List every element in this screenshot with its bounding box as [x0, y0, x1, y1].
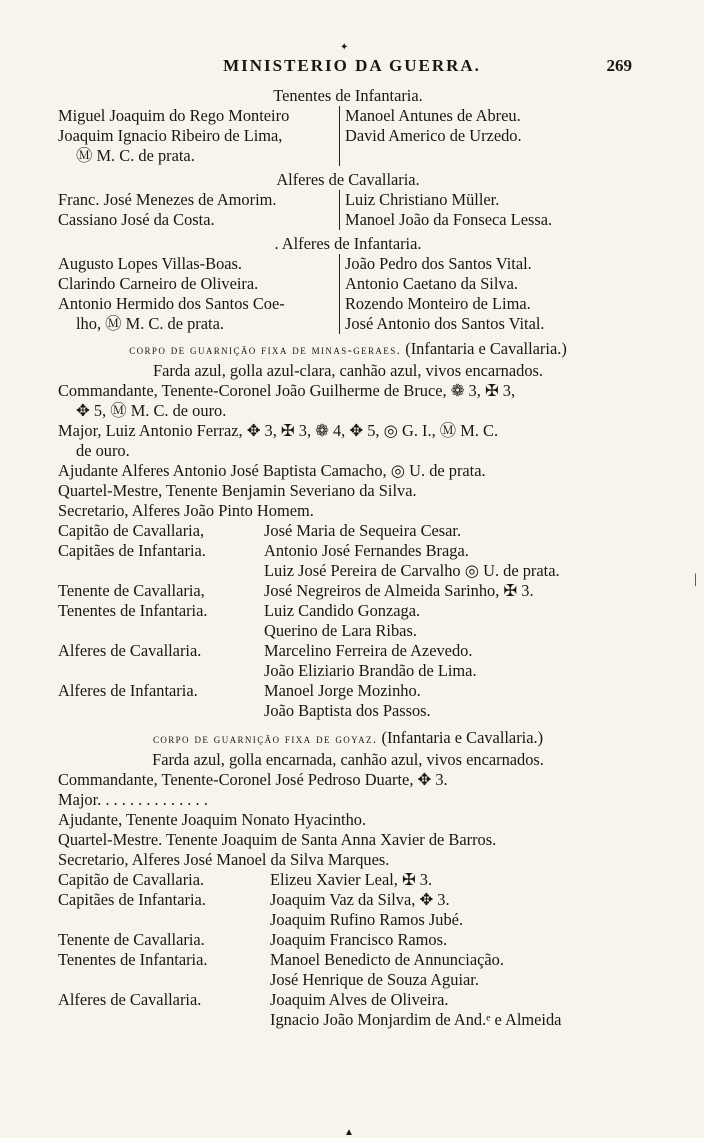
rank-label: Alferes de Cavallaria. — [58, 641, 202, 660]
corps-heading-minas-geraes — [58, 338, 638, 361]
list-item: José Antonio dos Santos Vital. — [345, 314, 545, 333]
major-line: Major, Luiz Antonio Ferraz, ✥ 3, ✠ 3, ❁ 4, ✥ 5, ◎ G. I., Ⓜ M. C. — [58, 421, 499, 440]
list-item: Cassiano José da Costa. — [58, 210, 215, 229]
margin-mark: | — [694, 572, 697, 587]
officer-name: Manoel Jorge Mozinho. — [264, 681, 421, 700]
officer-name: Joaquim Vaz da Silva, ✥ 3. — [270, 890, 450, 909]
officer-name: Joaquim Alves de Oliveira. — [270, 990, 449, 1009]
rank-label — [58, 970, 270, 990]
staff-line: Quartel-Mestre, Tenente Benjamin Severiano da Silva. — [58, 481, 417, 500]
list-item: Augusto Lopes Villas-Boas. — [58, 254, 243, 273]
right-column — [340, 106, 522, 166]
fleuron-ornament: ✦ — [340, 42, 349, 53]
table-row — [58, 1010, 638, 1030]
officer-name: Joaquim Francisco Ramos. — [270, 930, 448, 949]
rank-label: Capitão de Cavallaria, — [58, 521, 205, 540]
officer-name: José Negreiros de Almeida Sarinho, ✠ 3. — [264, 581, 534, 600]
rank-label — [58, 661, 264, 681]
uniform-description: Farda azul, golla encarnada, canhão azul, vivos encarnados. — [152, 750, 544, 769]
commandante-line-cont: ✥ 5, Ⓜ M. C. de ouro. — [76, 401, 227, 420]
list-item: Ⓜ M. C. de prata. — [76, 146, 195, 165]
list-item: Joaquim Ignacio Ribeiro de Lima, — [58, 126, 283, 145]
officer-table-minas — [58, 521, 638, 721]
right-column — [340, 254, 545, 334]
rank-label: Tenentes de Infantaria. — [58, 601, 208, 620]
officer-name: Luiz Candido Gonzaga. — [264, 601, 421, 620]
footer-ornament: ▲ — [344, 1127, 354, 1138]
list-item: Miguel Joaquim do Rego Monteiro — [58, 106, 290, 125]
rank-label: Tenente de Cavallaria. — [58, 930, 205, 949]
officer-name: João Eliziario Brandão de Lima. — [264, 661, 477, 680]
rank-label — [58, 701, 264, 721]
rank-label: Capitães de Infantaria. — [58, 890, 206, 909]
page-title: MINISTERIO DA GUERRA. — [223, 56, 481, 75]
table-row — [58, 601, 638, 621]
table-row — [58, 930, 638, 950]
staff-line: Ajudante Alferes Antonio José Baptista Camacho, ◎ U. de prata. — [58, 461, 486, 480]
table-row — [58, 521, 638, 541]
corps-heading-goyaz — [58, 727, 638, 750]
list-item: Antonio Caetano da Silva. — [345, 274, 518, 293]
section-heading-tenentes-infantaria: Tenentes de Infantaria. — [273, 86, 423, 105]
officer-name: Elizeu Xavier Leal, ✠ 3. — [270, 870, 433, 889]
table-row — [58, 950, 638, 970]
list-item: Clarindo Carneiro de Oliveira. — [58, 274, 259, 293]
list-item: Manoel Antunes de Abreu. — [345, 106, 521, 125]
table-row — [58, 621, 638, 641]
section-heading-alferes-cavallaria: Alferes de Cavallaria. — [276, 170, 420, 189]
table-row — [58, 541, 638, 561]
two-column-list — [58, 254, 638, 334]
two-column-list — [58, 190, 638, 230]
rank-label: Alferes de Infantaria. — [58, 681, 198, 700]
officer-table-goyaz — [58, 870, 638, 1030]
major-line-cont: de ouro. — [76, 441, 130, 460]
staff-line: Major. . . . . . . . . . . . . . — [58, 790, 208, 809]
rank-label — [58, 621, 264, 641]
officer-name: Antonio José Fernandes Braga. — [264, 541, 469, 560]
rank-label — [58, 561, 264, 581]
officer-name: José Henrique de Souza Aguiar. — [270, 970, 479, 989]
officer-name: Joaquim Rufino Ramos Jubé. — [270, 910, 464, 929]
staff-line: Secretario, Alferes José Manoel da Silva Marques. — [58, 850, 390, 869]
list-item: David Americo de Urzedo. — [345, 126, 522, 145]
right-column — [340, 190, 552, 230]
list-item: Franc. José Menezes de Amorim. — [58, 190, 277, 209]
table-row — [58, 870, 638, 890]
rank-label: Alferes de Cavallaria. — [58, 990, 202, 1009]
corps-heading-smallcaps: corpo de guarnição fixa de goyaz. — [152, 732, 378, 746]
commandante-line: Commandante, Tenente-Coronel João Guilherme de Bruce, ❁ 3, ✠ 3, — [58, 381, 516, 400]
officer-name: Marcelino Ferreira de Azevedo. — [264, 641, 473, 660]
left-column — [58, 190, 340, 230]
list-item: Luiz Christiano Müller. — [345, 190, 500, 209]
officer-name: Manoel Benedicto de Annunciação. — [270, 950, 504, 969]
staff-line: Secretario, Alferes João Pinto Homem. — [58, 501, 314, 520]
staff-line: Commandante, Tenente-Coronel José Pedroso Duarte, ✥ 3. — [58, 770, 448, 789]
rank-label — [58, 1010, 270, 1030]
list-item: Manoel João da Fonseca Lessa. — [345, 210, 553, 229]
section-heading-alferes-infantaria: . Alferes de Infantaria. — [274, 234, 422, 253]
table-row — [58, 990, 638, 1010]
rank-label: Tenente de Cavallaria, — [58, 581, 205, 600]
rank-label — [58, 910, 270, 930]
officer-name: João Baptista dos Passos. — [264, 701, 431, 720]
corps-heading-branch: (Infantaria e Cavallaria.) — [405, 339, 567, 358]
table-row — [58, 561, 638, 581]
table-row — [58, 701, 638, 721]
table-row — [58, 661, 638, 681]
officer-name: Luiz José Pereira de Carvalho ◎ U. de prata. — [264, 561, 560, 580]
table-row — [58, 970, 638, 990]
left-column — [58, 254, 340, 334]
table-row — [58, 581, 638, 601]
list-item: João Pedro dos Santos Vital. — [345, 254, 532, 273]
corps-heading-branch: (Infantaria e Cavallaria.) — [381, 728, 544, 747]
corps-heading-smallcaps: corpo de guarnição fixa de minas-geraes. — [129, 343, 402, 357]
running-header — [0, 52, 704, 80]
table-row — [58, 910, 638, 930]
staff-line: Ajudante, Tenente Joaquim Nonato Hyacintho. — [58, 810, 367, 829]
page-content — [58, 82, 638, 1030]
uniform-description: Farda azul, golla azul-clara, canhão azul, vivos encarnados. — [152, 361, 543, 380]
rank-label: Capitão de Cavallaria. — [58, 870, 205, 889]
list-item: Antonio Hermido dos Santos Coe- — [58, 294, 285, 313]
rank-label: Capitães de Infantaria. — [58, 541, 206, 560]
left-column — [58, 106, 340, 166]
staff-line: Quartel-Mestre. Tenente Joaquim de Santa Anna Xavier de Barros. — [58, 830, 497, 849]
table-row — [58, 641, 638, 661]
rank-label: Tenentes de Infantaria. — [58, 950, 208, 969]
table-row — [58, 681, 638, 701]
officer-name: Querino de Lara Ribas. — [264, 621, 417, 640]
two-column-list — [58, 106, 638, 166]
officer-name: José Maria de Sequeira Cesar. — [264, 521, 462, 540]
officer-name: Ignacio João Monjardim de And.ᵉ e Almeida — [270, 1010, 562, 1029]
page-number: 269 — [606, 56, 632, 75]
list-item: lho, Ⓜ M. C. de prata. — [76, 314, 224, 333]
list-item: Rozendo Monteiro de Lima. — [345, 294, 531, 313]
table-row — [58, 890, 638, 910]
